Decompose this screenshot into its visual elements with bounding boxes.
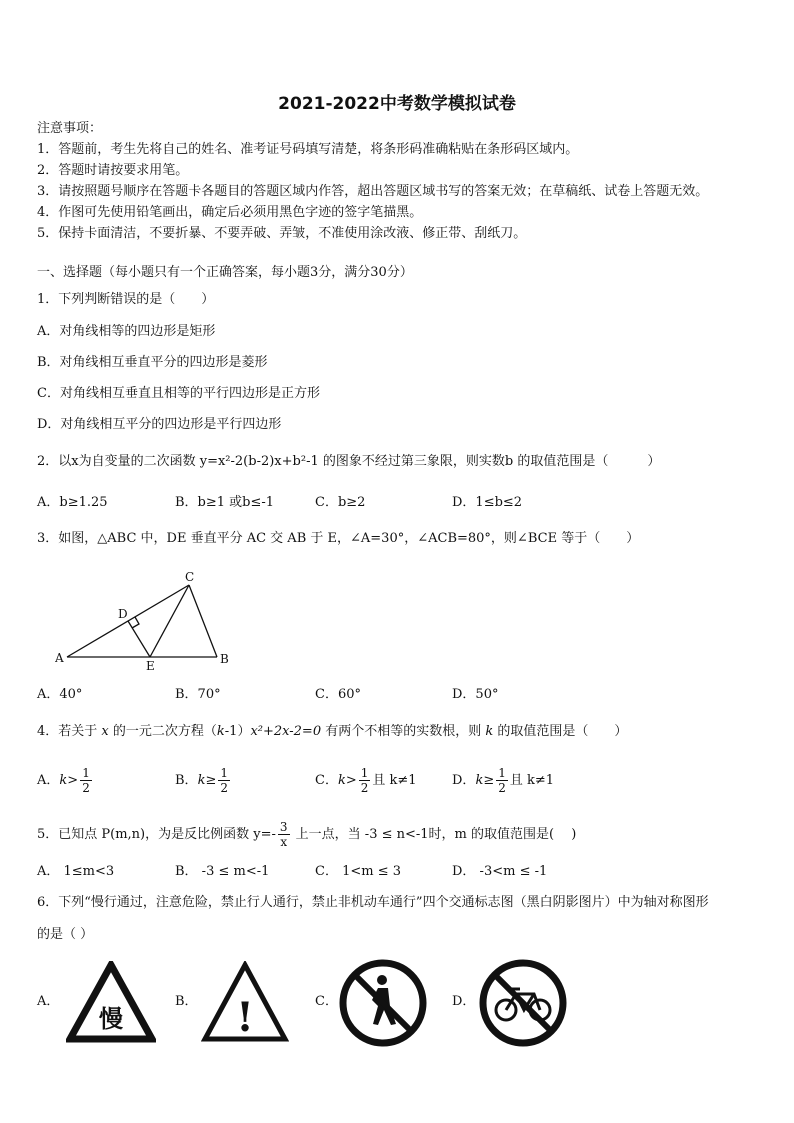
page-title: 2021-2022中考数学模拟试卷 (278, 94, 516, 114)
svg-text:慢: 慢 (99, 1004, 123, 1033)
danger-sign-icon (201, 961, 289, 1043)
q6-stem-line2: 的是（ ） (37, 927, 94, 942)
q4-option-a: A．k> $\frac{1}{2}$ (37, 766, 90, 795)
q5-option-d: D． -3<m ≤ -1 (452, 864, 548, 879)
q5-option-b: B． -3 ≤ m<-1 (175, 864, 270, 879)
svg-text:!: ! (236, 994, 254, 1041)
q1-option-d: D．对角线相互平分的四边形是平行四边形 (37, 417, 282, 432)
q2-option-d: D．1≤b≤2 (452, 495, 523, 510)
q1-stem: 1．下列判断错误的是（ ） (37, 292, 215, 307)
segment-de (128, 621, 150, 657)
q6-label-d: D． (452, 994, 476, 1009)
fraction: $\frac{1}{2}$ (82, 766, 90, 795)
no-pedestrian-sign-icon (338, 958, 428, 1048)
vertex-label-c: C (185, 570, 195, 584)
q2-stem: 2．以x为自变量的二次函数 y=x²-2(b-2)x+b²-1 的图象不经过第三象限，则实数b 的取值范围是（ ） (37, 454, 661, 469)
triangle-figure (55, 568, 245, 673)
q2-option-b: B．b≥1 或b≤-1 (175, 495, 275, 510)
vertex-label-b: B (220, 652, 229, 666)
slow-sign-icon (66, 961, 156, 1043)
vertex-label-d: D (118, 607, 128, 621)
note-item: 4．作图可先使用铅笔画出，确定后必须用黑色字迹的签字笔描黑。 (37, 205, 423, 220)
q1-option-a: A．对角线相等的四边形是矩形 (37, 324, 216, 339)
q3-stem: 3．如图，△ABC 中，DE 垂直平分 AC 交 AB 于 E，∠A=30°，∠ACB=80°，则∠BCE 等于（ ） (37, 531, 640, 546)
q6-label-a: A． (37, 994, 60, 1009)
fraction: $\frac{1}{2}$ (220, 766, 228, 795)
q2-option-c: C．b≥2 (315, 495, 366, 510)
fraction: $\frac{3}{x}$ (279, 820, 288, 849)
q1-option-b: B．对角线相互垂直平分的四边形是菱形 (37, 355, 268, 370)
segment-cb (189, 585, 217, 657)
q3-option-c: C．60° (315, 687, 361, 702)
q6-label-c: C． (315, 994, 338, 1009)
no-bicycle-sign-icon (478, 958, 568, 1048)
q5-option-a: A． 1≤m<3 (37, 864, 115, 879)
q3-option-d: D．50° (452, 687, 499, 702)
fraction: $\frac{1}{2}$ (360, 766, 369, 795)
q3-option-b: B．70° (175, 687, 221, 702)
q1-option-c: C．对角线相互垂直且相等的平行四边形是正方形 (37, 386, 320, 401)
note-item: 5．保持卡面清洁，不要折暴、不要弄破、弄皱，不准使用涂改液、修正带、刮纸刀。 (37, 226, 527, 241)
q6-stem-line1: 6．下列“慢行通过，注意危险，禁止行人通行，禁止非机动车通行”四个交通标志图（黑白阴影图片）中为轴对称图形 (37, 895, 709, 910)
q4-option-d: D．k≥ $\frac{1}{2}$ 且 k≠1 (452, 766, 555, 795)
notes-heading: 注意事项： (37, 121, 103, 136)
note-item: 3．请按照题号顺序在答题卡各题目的答题区域内作答，超出答题区域书写的答案无效；在草稿纸、试卷上答题无效。 (37, 184, 709, 199)
q3-option-a: A．40° (37, 687, 83, 702)
q6-label-b: B． (175, 994, 198, 1009)
q4-option-b: B．k≥ $\frac{1}{2}$ (175, 766, 228, 795)
section-heading: 一、选择题（每小题只有一个正确答案，每小题3分，满分30分） (37, 265, 413, 280)
q4-option-c: C．k> $\frac{1}{2}$ 且 k≠1 (315, 766, 417, 795)
q2-option-a: A．b≥1.25 (37, 495, 108, 510)
vertex-label-a: A (55, 651, 64, 665)
note-item: 2．答题时请按要求用笔。 (37, 163, 189, 178)
vertex-label-e: E (146, 659, 155, 673)
fraction: $\frac{1}{2}$ (498, 766, 506, 795)
note-item: 1．答题前，考生先将自己的姓名、准考证号码填写清楚，将条形码准确粘贴在条形码区域内。 (37, 142, 579, 157)
q5-stem: 5．已知点 P(m,n)，为是反比例函数 y=- $\frac{3}{x}$ 上一点，当 -3 ≤ n<-1时，m 的取值范围是( ) (37, 820, 577, 849)
q4-stem: 4．若关于 x 的一元二次方程（k-1）x²+2x-2=0 有两个不相等的实数根，则 k 的取值范围是（ ） (37, 724, 628, 739)
q5-option-c: C． 1<m ≤ 3 (315, 864, 401, 879)
